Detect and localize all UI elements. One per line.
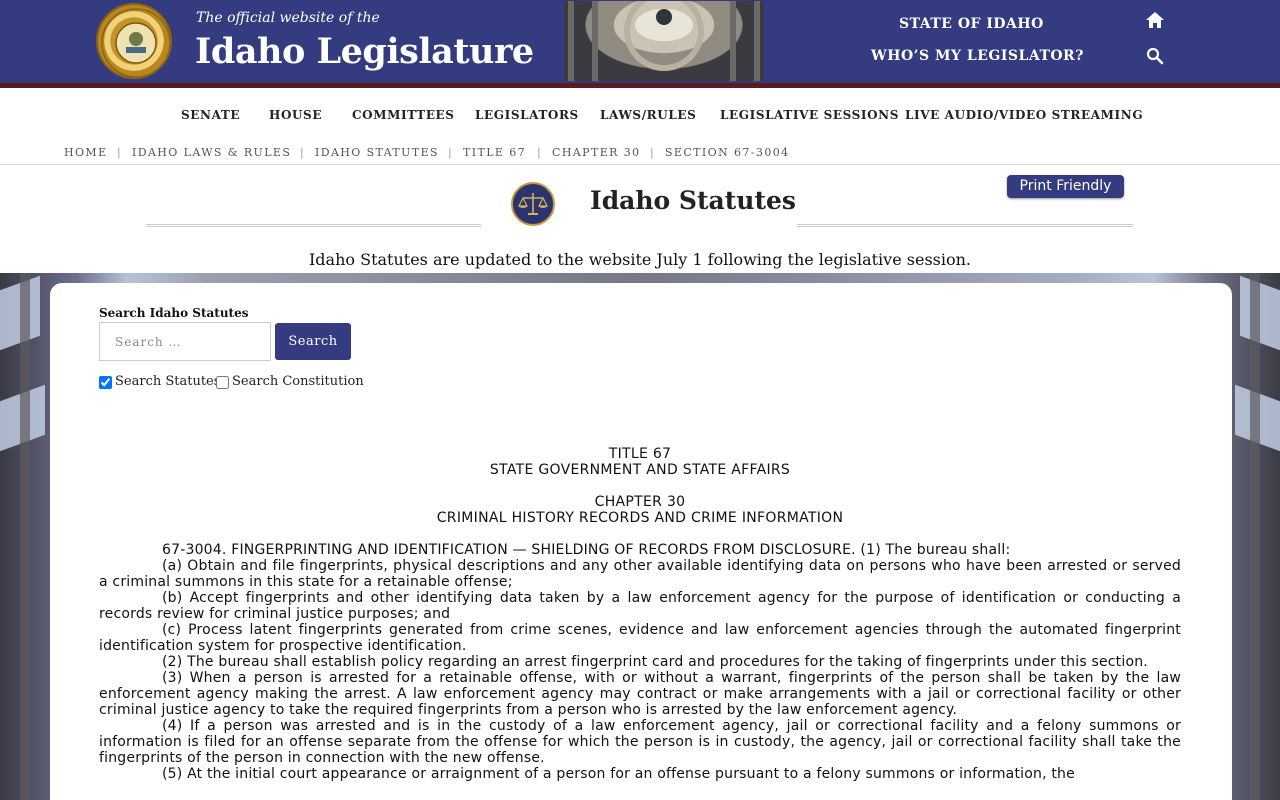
search-label: Search Idaho Statutes [99, 306, 249, 320]
breadcrumb-chapter[interactable]: CHAPTER 30 [552, 146, 641, 159]
state-of-idaho-link[interactable]: STATE OF IDAHO [899, 16, 1044, 32]
title-number: TITLE 67 [608, 446, 672, 462]
search-statutes-checkbox[interactable] [99, 376, 112, 389]
nav-committees[interactable]: COMMITTEES [352, 108, 455, 122]
breadcrumb-separator: | [537, 146, 543, 159]
statute-paragraph: (3) When a person is arrested for a retainable offense, with or without a warrant, fingerprints of the person shall be taken by the law enforcement agency making the arrest. A law enforcement agency may contract or make arrangements with a jail or correctional facility or other criminal justice agency to take the required fingerprints from a person who is arrested by the law enforcement agency. [99, 670, 1181, 718]
state-seal-icon[interactable] [96, 3, 172, 79]
breadcrumb-separator: | [117, 146, 123, 159]
site-tagline: The official website of the [196, 10, 380, 26]
search-icon[interactable] [1145, 46, 1165, 66]
heading-rule-left [146, 224, 481, 227]
nav-senate[interactable]: SENATE [181, 108, 241, 122]
breadcrumb-separator: | [300, 146, 306, 159]
header-divider [0, 83, 1280, 88]
statute-paragraph: (c) Process latent fingerprints generated from crime scenes, evidence and law enforcement agencies through the automated fingerprint identification system for prospective identification. [99, 622, 1181, 654]
search-statutes-label: Search Statutes [115, 374, 221, 389]
statute-paragraph: (5) At the initial court appearance or arraignment of a person for an offense pursuant to a felony summons or information, the [162, 766, 1075, 782]
title-name: STATE GOVERNMENT AND STATE AFFAIRS [489, 462, 791, 478]
breadcrumb-laws-rules[interactable]: IDAHO LAWS & RULES [132, 146, 292, 159]
search-constitution-label: Search Constitution [232, 374, 364, 389]
breadcrumb-home[interactable]: HOME [64, 146, 108, 159]
site-title[interactable]: Idaho Legislature [195, 31, 534, 72]
nav-legislative-sessions[interactable]: LEGISLATIVE SESSIONS [720, 108, 899, 122]
search-input[interactable] [99, 322, 271, 361]
whos-my-legislator-link[interactable]: WHO’S MY LEGISLATOR? [871, 48, 1084, 64]
print-friendly-button[interactable]: Print Friendly [1007, 175, 1124, 198]
statute-paragraph: (4) If a person was arrested and is in the custody of a law enforcement agency, jail or correctional facility and a felony summons or information is filed for an offense separate from the offense for which the person is in custody, the agency, jail or correctional facility shall take the fingerprints of the person in connection with the new offense. [99, 718, 1181, 766]
nav-house[interactable]: HOUSE [269, 108, 323, 122]
breadcrumb-separator: | [448, 146, 454, 159]
statute-paragraph: (a) Obtain and file fingerprints, physical descriptions and any other available identifying data on persons who have been arrested or served a criminal summons in this state for a retainable offense; [99, 558, 1181, 590]
search-button[interactable]: Search [275, 323, 351, 360]
breadcrumb-divider [0, 164, 1280, 165]
chapter-name: CRIMINAL HISTORY RECORDS AND CRIME INFORMATION [436, 510, 844, 526]
nav-laws-rules[interactable]: LAWS/RULES [600, 108, 697, 122]
chapter-number: CHAPTER 30 [594, 494, 686, 510]
capitol-dome-image [564, 1, 764, 81]
search-constitution-checkbox[interactable] [216, 376, 229, 389]
breadcrumb-separator: | [650, 146, 656, 159]
statute-paragraph: (2) The bureau shall establish policy regarding an arrest fingerprint card and procedures for the taking of fingerprints under this section. [162, 654, 1148, 670]
nav-live-streaming[interactable]: LIVE AUDIO/VIDEO STREAMING [905, 108, 1144, 122]
statute-paragraph: (b) Accept fingerprints and other identifying data taken by a law enforcement agency for the purpose of identification or conducting a records review for criminal justice purposes; and [99, 590, 1181, 622]
breadcrumb-section: SECTION 67-3004 [665, 146, 790, 159]
scales-of-justice-icon [511, 182, 555, 226]
breadcrumb-statutes[interactable]: IDAHO STATUTES [315, 146, 439, 159]
nav-legislators[interactable]: LEGISLATORS [475, 108, 579, 122]
statute-body [99, 542, 1181, 782]
page-title: Idaho Statutes [590, 186, 796, 215]
breadcrumb-title[interactable]: TITLE 67 [463, 146, 527, 159]
heading-rule-right [797, 224, 1133, 227]
statute-paragraph: 67-3004. FINGERPRINTING AND IDENTIFICATION — SHIELDING OF RECORDS FROM DISCLOSURE. (1) The bureau shall: [162, 542, 1011, 558]
home-icon[interactable] [1145, 10, 1165, 30]
update-notice: Idaho Statutes are updated to the website July 1 following the legislative session. [308, 250, 971, 269]
